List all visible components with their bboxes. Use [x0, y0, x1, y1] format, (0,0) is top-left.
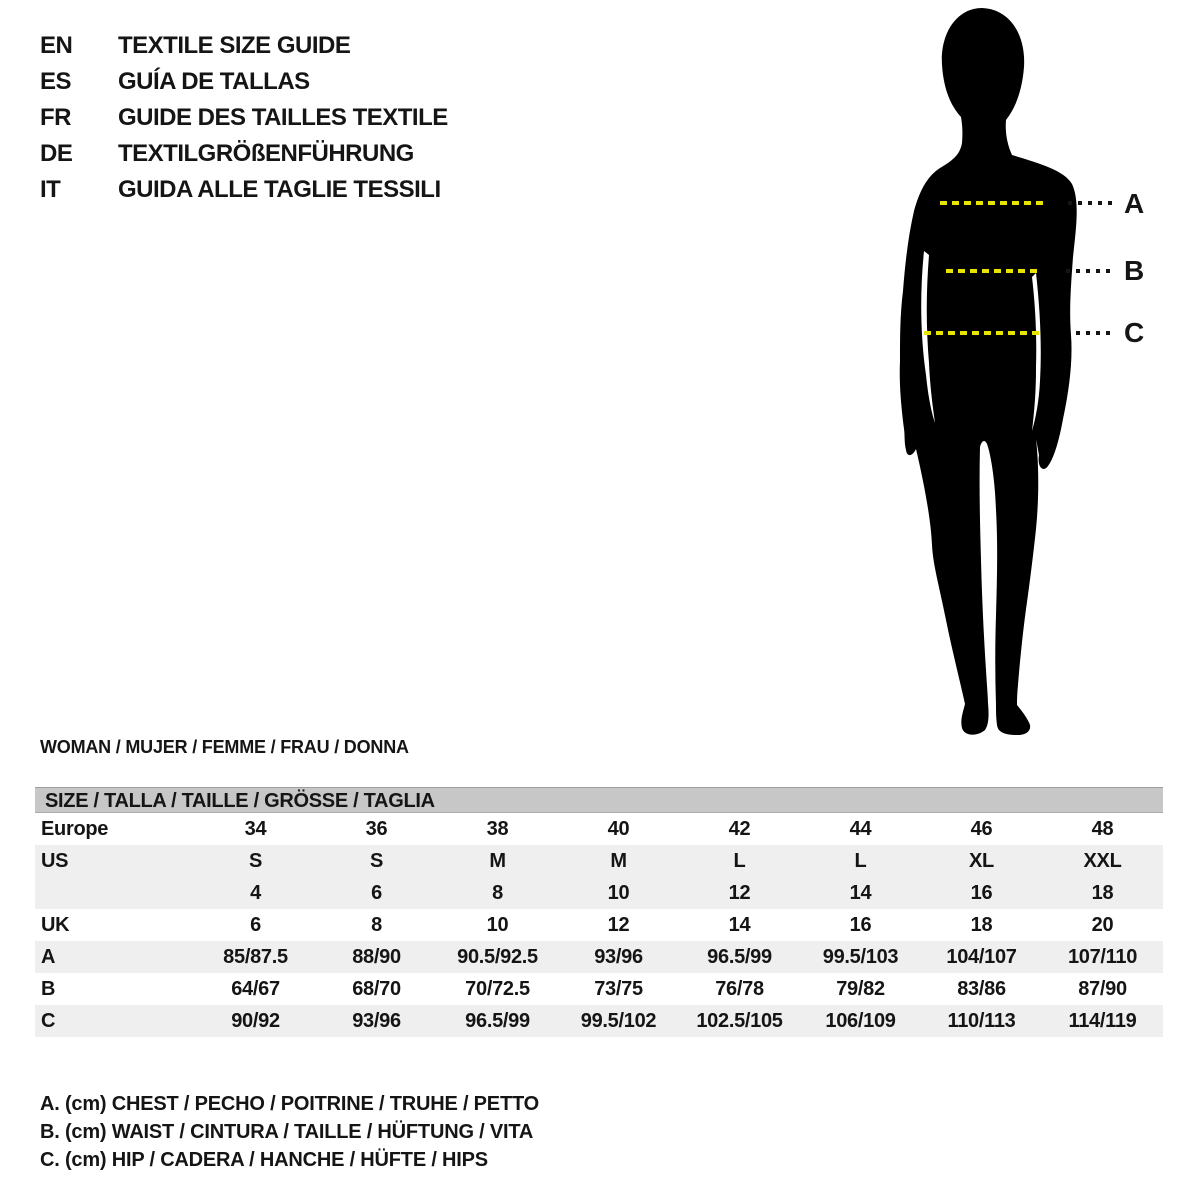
language-code: ES	[40, 68, 72, 95]
size-value: 73/75	[594, 977, 643, 1000]
row-label: UK	[41, 913, 70, 936]
size-value: 42	[728, 817, 751, 840]
size-value: 46	[970, 817, 993, 840]
table-row	[35, 845, 1163, 877]
size-value: 38	[486, 817, 509, 840]
section-title: WOMAN / MUJER / FEMME / FRAU / DONNA	[40, 737, 409, 757]
language-code: FR	[40, 104, 71, 131]
guide-title-en: TEXTILE SIZE GUIDE	[118, 32, 351, 59]
guide-title-it: GUIDA ALLE TAGLIE TESSILI	[118, 176, 441, 203]
waist-leader-dots	[1066, 269, 1112, 273]
guide-title-es: GUÍA DE TALLAS	[118, 68, 310, 95]
size-value: 88/90	[352, 945, 401, 968]
size-value: 99.5/102	[580, 1009, 657, 1032]
size-value: 8	[371, 913, 382, 936]
table-row	[35, 1005, 1163, 1037]
table-row	[35, 813, 1163, 845]
size-value: 36	[365, 817, 388, 840]
table-row	[35, 909, 1163, 941]
size-value: 76/78	[715, 977, 764, 1000]
hip-measure-line	[924, 331, 1044, 335]
size-value: 93/96	[594, 945, 643, 968]
table-row	[35, 877, 1163, 909]
size-value: 6	[371, 881, 382, 904]
size-value: 6	[250, 913, 261, 936]
size-value: 85/87.5	[223, 945, 288, 968]
size-value: 90.5/92.5	[457, 945, 538, 968]
legend-line: C. (cm) HIP / CADERA / HANCHE / HÜFTE / HIPS	[40, 1149, 488, 1171]
size-value: 96.5/99	[465, 1009, 530, 1032]
size-value: 10	[486, 913, 509, 936]
size-value: 14	[728, 913, 751, 936]
size-table	[35, 787, 1163, 1037]
woman-silhouette-svg	[860, 5, 1200, 745]
size-value: 48	[1091, 817, 1114, 840]
table-row	[35, 941, 1163, 973]
size-value: XXL	[1083, 849, 1122, 872]
row-label: C	[41, 1009, 56, 1032]
size-value: 8	[492, 881, 503, 904]
size-value: 34	[244, 817, 267, 840]
size-value: 102.5/105	[696, 1009, 783, 1032]
legend-line: B. (cm) WAIST / CINTURA / TAILLE / HÜFTUNG / VITA	[40, 1121, 534, 1143]
size-value: 79/82	[836, 977, 885, 1000]
size-value: 70/72.5	[465, 977, 530, 1000]
guide-title-de: TEXTILGRÖßENFÜHRUNG	[118, 140, 414, 167]
legend-line: A. (cm) CHEST / PECHO / POITRINE / TRUHE / PETTO	[40, 1093, 539, 1115]
size-value: 4	[250, 881, 261, 904]
chest-measure-line	[940, 201, 1046, 205]
size-value: M	[610, 849, 627, 872]
measurement-legend	[40, 1090, 539, 1174]
size-value: S	[369, 849, 384, 872]
row-label: US	[41, 849, 69, 872]
size-value: 68/70	[352, 977, 401, 1000]
size-value: S	[248, 849, 263, 872]
size-value: 18	[1091, 881, 1114, 904]
size-value: L	[733, 849, 746, 872]
size-value: 44	[849, 817, 872, 840]
size-value: 10	[607, 881, 630, 904]
language-code: IT	[40, 176, 61, 203]
size-value: 99.5/103	[822, 945, 899, 968]
guide-title-fr: GUIDE DES TAILLES TEXTILE	[118, 104, 448, 131]
size-value: 16	[849, 913, 872, 936]
hip-leader-dots	[1076, 331, 1114, 335]
size-value: 110/113	[947, 1009, 1016, 1032]
size-value: XL	[969, 849, 994, 872]
size-value: 20	[1091, 913, 1114, 936]
row-label: B	[41, 977, 56, 1000]
waist-measure-line	[946, 269, 1040, 273]
size-value: L	[854, 849, 867, 872]
size-value: 83/86	[957, 977, 1006, 1000]
size-value: M	[489, 849, 506, 872]
row-label: A	[41, 945, 56, 968]
hip-marker-label: C	[1124, 317, 1145, 348]
size-table-body	[35, 813, 1163, 1037]
size-value: 64/67	[231, 977, 280, 1000]
size-table-header: SIZE / TALLA / TAILLE / GRÖSSE / TAGLIA	[35, 787, 1163, 813]
size-value: 18	[970, 913, 993, 936]
chest-leader-dots	[1068, 201, 1114, 205]
table-row	[35, 973, 1163, 1005]
size-value: 40	[607, 817, 630, 840]
size-value: 16	[970, 881, 993, 904]
language-code: EN	[40, 32, 73, 59]
size-value: 114/119	[1068, 1009, 1137, 1032]
size-value: 12	[728, 881, 751, 904]
size-value: 107/110	[1067, 945, 1138, 968]
size-value: 12	[607, 913, 630, 936]
size-value: 90/92	[231, 1009, 280, 1032]
size-value: 96.5/99	[707, 945, 772, 968]
language-code: DE	[40, 140, 73, 167]
chest-marker-label: A	[1124, 188, 1145, 219]
size-value: 104/107	[946, 945, 1017, 968]
row-label: Europe	[41, 817, 109, 840]
size-value: 93/96	[352, 1009, 401, 1032]
size-value: 106/109	[825, 1009, 896, 1032]
size-value: 14	[849, 881, 872, 904]
size-value: 87/90	[1078, 977, 1127, 1000]
waist-marker-label: B	[1124, 255, 1145, 286]
